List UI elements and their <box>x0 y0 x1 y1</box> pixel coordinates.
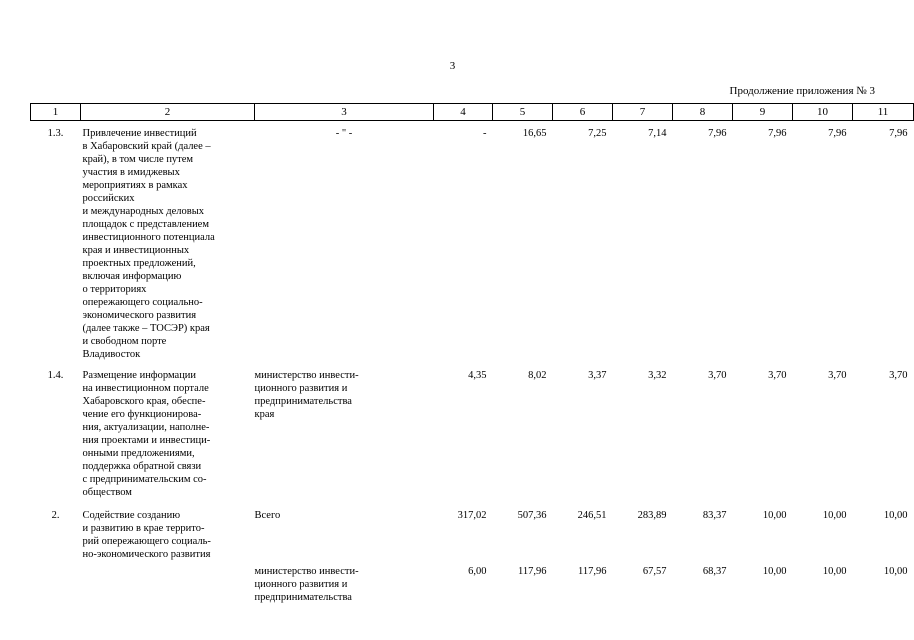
value-cell: 10,00 <box>762 566 787 577</box>
value-cell: 7,96 <box>708 128 727 139</box>
table-row <box>31 503 914 561</box>
row-number: 2. <box>51 510 60 521</box>
header-col-6: 6 <box>553 104 613 121</box>
value-cell: 507,36 <box>517 510 547 521</box>
continuation-note: Продолжение приложения № 3 <box>729 85 875 97</box>
value-cell: 7,96 <box>768 128 787 139</box>
value-cell: - <box>483 128 487 139</box>
table-row <box>31 561 914 613</box>
value-cell: 83,37 <box>702 510 727 521</box>
row-number: 1.4. <box>47 370 64 381</box>
value-cell: 3,70 <box>889 370 908 381</box>
value-cell: 3,70 <box>828 370 847 381</box>
header-col-9: 9 <box>733 104 793 121</box>
header-row <box>31 104 914 121</box>
value-cell: 16,65 <box>522 128 547 139</box>
value-cell: 3,70 <box>768 370 787 381</box>
page-number: 3 <box>449 60 456 72</box>
row-number: 1.3. <box>47 128 64 139</box>
value-cell: 10,00 <box>883 510 908 521</box>
value-cell: 10,00 <box>822 566 847 577</box>
program-table <box>30 103 914 613</box>
value-cell: 67,57 <box>642 566 667 577</box>
table-row <box>31 363 914 503</box>
value-cell: 10,00 <box>883 566 908 577</box>
header-col-11: 11 <box>853 104 914 121</box>
header-col-5: 5 <box>493 104 553 121</box>
value-cell: 3,32 <box>648 370 667 381</box>
table-row <box>31 121 914 364</box>
executor: министерство инвести- ционного развития и предпринимательства <box>254 566 359 603</box>
header-col-7: 7 <box>613 104 673 121</box>
value-cell: 7,96 <box>828 128 847 139</box>
row-number <box>31 561 81 613</box>
value-cell: 10,00 <box>762 510 787 521</box>
activity-name: Привлечение инвестиций в Хабаровский край (далее – край), в том числе путем участия в имиджевых мероприятиях в рамках российских и международных деловых площадок с представлением инвестиционного потенциала края и инвестиционных проектных предложений, включая информацию о территориях опережающего социально- экономического развития (далее также – ТОСЭР) края и свободном порте Владивосток <box>82 128 215 360</box>
executor: - " - <box>335 128 353 139</box>
value-cell: 6,00 <box>468 566 487 577</box>
value-cell: 3,37 <box>588 370 607 381</box>
value-cell: 10,00 <box>822 510 847 521</box>
activity-name <box>81 561 255 613</box>
header-col-8: 8 <box>673 104 733 121</box>
value-cell: 3,70 <box>708 370 727 381</box>
header-col-4: 4 <box>434 104 493 121</box>
header-col-2: 2 <box>81 104 255 121</box>
header-col-1: 1 <box>31 104 81 121</box>
activity-name: Содействие созданию и развитию в крае террито- рий опережающего социаль- но-экономического развития <box>82 510 211 560</box>
value-cell: 7,96 <box>889 128 908 139</box>
value-cell: 117,96 <box>518 566 547 577</box>
value-cell: 317,02 <box>457 510 487 521</box>
value-cell: 68,37 <box>702 566 727 577</box>
value-cell: 7,25 <box>588 128 607 139</box>
value-cell: 4,35 <box>468 370 487 381</box>
executor: Всего <box>254 510 281 521</box>
value-cell: 246,51 <box>577 510 607 521</box>
value-cell: 117,96 <box>578 566 607 577</box>
executor: министерство инвести- ционного развития и предпринимательства края <box>254 370 359 420</box>
activity-name: Размещение информации на инвестиционном портале Хабаровского края, обеспе- чение его функционирова- ния, актуализации, наполне- ния проектами и инвестици- онными предложениями, поддержка обратной связи с предпринимательским со- обществом <box>82 370 211 498</box>
header-col-3: 3 <box>255 104 434 121</box>
value-cell: 8,02 <box>528 370 547 381</box>
value-cell: 283,89 <box>637 510 667 521</box>
value-cell: 7,14 <box>648 128 667 139</box>
header-col-10: 10 <box>793 104 853 121</box>
